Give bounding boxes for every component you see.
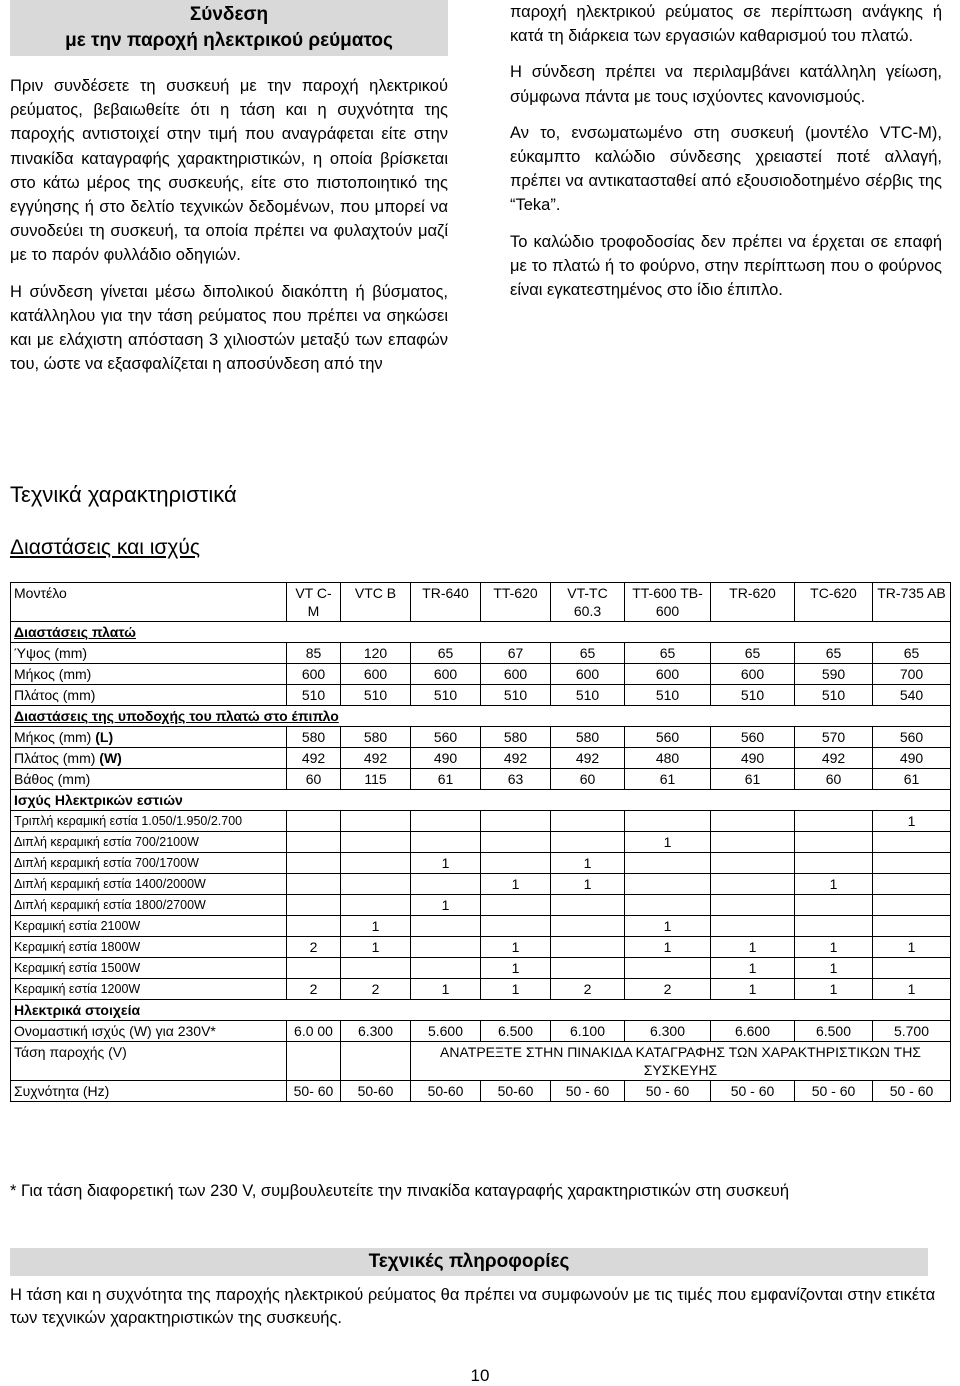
row-label-text: Διπλή κεραμική εστία 700/2100W (14, 835, 199, 849)
header-model-cell: TT-620 (481, 583, 551, 622)
row-label (11, 643, 287, 664)
table-section-row (11, 622, 951, 643)
row-label-text: Τριπλή κεραμική εστία 1.050/1.950/2.700 (14, 814, 243, 828)
row-label: Τάση παροχής (V) (11, 1042, 287, 1081)
row-label (11, 727, 287, 748)
row-label (11, 895, 287, 916)
table-cell (711, 811, 795, 832)
table-cell (551, 937, 625, 958)
table-cell: 60 (795, 769, 873, 790)
table-row (11, 811, 951, 832)
row-label-text: Μήκος (mm) (14, 666, 92, 682)
table-cell (795, 853, 873, 874)
table-cell: 490 (873, 748, 951, 769)
table-cell: 480 (625, 748, 711, 769)
table-cell (481, 895, 551, 916)
table-cell: 1 (551, 853, 625, 874)
section-title: Διαστάσεις πλατώ (11, 622, 951, 643)
table-cell: 580 (481, 727, 551, 748)
connection-paragraph: Αν το, ενσωματωμένο στη συσκευή (μοντέλο VTC-M), εύκαμπτο καλώδιο σύνδεσης χρειαστεί ποτέ αλλαγή, πρέπει να αντικατασταθεί από εξουσιοδοτημένο σέρβις της “Teka”. (510, 123, 942, 215)
table-cell (873, 832, 951, 853)
header-model-cell: VTC B (341, 583, 411, 622)
table-cell: 1 (795, 937, 873, 958)
row-label-text: Κεραμική εστία 1200W (14, 982, 141, 996)
footnote: * Για τάση διαφορετική των 230 V, συμβουλευτείτε την πινακίδα καταγραφής χαρακτηριστικών στη συσκευή (10, 1182, 790, 1200)
table-cell: 1 (873, 937, 951, 958)
table-row (11, 685, 951, 706)
section-title: Ισχύς Ηλεκτρικών εστιών (11, 790, 951, 811)
table-cell: 85 (287, 643, 341, 664)
table-cell: 1 (481, 874, 551, 895)
table-cell: 570 (795, 727, 873, 748)
table-cell: 492 (287, 748, 341, 769)
section-title: Ηλεκτρικά στοιχεία (11, 1000, 951, 1021)
table-cell (711, 853, 795, 874)
spec-table (10, 582, 951, 1102)
table-cell: 1 (711, 937, 795, 958)
table-cell: 510 (551, 685, 625, 706)
row-label-text: Διπλή κεραμική εστία 700/1700W (14, 856, 199, 870)
row-label-text: Ονομαστική ισχύς (W) για 230V* (14, 1023, 216, 1039)
connection-paragraph: Η σύνδεση γίνεται μέσω διπολικού διακόπτη ή βύσματος, κατάλληλου για την τάση ρεύματος που πρέπει να σηκώσει και με ελάχιστη απόσταση 3 χιλιοστών μεταξύ των επαφών του, ώστε να εξασφαλίζεται η αποσύνδεση από την (10, 282, 448, 374)
row-label-text: Διπλή κεραμική εστία 1400/2000W (14, 877, 206, 891)
table-cell: 490 (411, 748, 481, 769)
table-cell: 1 (481, 979, 551, 1000)
table-cell: 2 (287, 979, 341, 1000)
table-cell: 65 (551, 643, 625, 664)
table-cell: 1 (795, 958, 873, 979)
row-label-text: Διπλή κεραμική εστία 1800/2700W (14, 898, 206, 912)
table-cell: 1 (625, 832, 711, 853)
table-cell: 50-60 (341, 1081, 411, 1102)
table-cell: 50 - 60 (551, 1081, 625, 1102)
connection-title-line1: Σύνδεση (189, 4, 269, 25)
row-label-text: Μήκος (mm) (14, 729, 92, 745)
row-label (11, 664, 287, 685)
table-row (11, 853, 951, 874)
table-cell (873, 853, 951, 874)
table-cell: 2 (625, 979, 711, 1000)
table-cell: 1 (625, 937, 711, 958)
table-cell: 6.500 (795, 1021, 873, 1042)
connection-paragraph: Το καλώδιο τροφοδοσίας δεν πρέπει να έρχεται σε επαφή με το πλατώ ή το φούρνο, στην περίπτωση που ο φούρνος είναι εγκατεστημένος στο ίδιο έπιπλο. (510, 232, 942, 300)
table-cell (795, 811, 873, 832)
table-cell (873, 916, 951, 937)
table-cell (287, 832, 341, 853)
table-cell (873, 958, 951, 979)
table-cell: 65 (711, 643, 795, 664)
table-cell (873, 895, 951, 916)
table-cell (711, 895, 795, 916)
table-cell: 600 (625, 664, 711, 685)
row-label (11, 853, 287, 874)
table-cell (481, 832, 551, 853)
connection-paragraph: παροχή ηλεκτρικού ρεύματος σε περίπτωση ανάγκης ή κατά τη διάρκεια των εργασιών καθαρισμού του πλατώ. (510, 3, 942, 46)
table-cell: 580 (341, 727, 411, 748)
table-cell (411, 811, 481, 832)
header-model-cell: VT-TC 60.3 (551, 583, 625, 622)
table-row (11, 895, 951, 916)
table-cell: 1 (551, 874, 625, 895)
table-cell: 1 (411, 895, 481, 916)
table-cell: 50 - 60 (625, 1081, 711, 1102)
table-cell: 50-60 (411, 1081, 481, 1102)
table-cell (411, 916, 481, 937)
table-row (11, 916, 951, 937)
table-cell: 61 (411, 769, 481, 790)
table-section-row (11, 706, 951, 727)
table-cell: 50 - 60 (873, 1081, 951, 1102)
table-cell (551, 958, 625, 979)
table-cell (287, 874, 341, 895)
table-cell (341, 853, 411, 874)
table-cell: 600 (711, 664, 795, 685)
dimensions-subtitle: Διαστάσεις και ισχύς (10, 536, 201, 559)
table-cell: 1 (341, 937, 411, 958)
row-label-text: Βάθος (mm) (14, 771, 91, 787)
header-model-cell: TR-735 AB (873, 583, 951, 622)
table-cell: 492 (551, 748, 625, 769)
header-model-label: Μοντέλο (11, 583, 287, 622)
row-label-text: Κεραμική εστία 1500W (14, 961, 141, 975)
table-cell: 5.600 (411, 1021, 481, 1042)
table-cell: 65 (873, 643, 951, 664)
table-cell (625, 958, 711, 979)
table-cell: 560 (625, 727, 711, 748)
info-heading: Τεχνικές πληροφορίες (10, 1248, 928, 1276)
table-cell: 492 (341, 748, 411, 769)
table-cell (551, 916, 625, 937)
table-cell: 1 (411, 979, 481, 1000)
table-cell (287, 958, 341, 979)
table-cell (411, 874, 481, 895)
table-cell: 600 (411, 664, 481, 685)
table-cell (795, 895, 873, 916)
table-cell: 510 (711, 685, 795, 706)
table-cell: 1 (481, 937, 551, 958)
table-section-row (11, 790, 951, 811)
table-cell (287, 916, 341, 937)
table-cell: 6.600 (711, 1021, 795, 1042)
header-model-cell: VT C- M (287, 583, 341, 622)
table-cell: 1 (795, 874, 873, 895)
table-cell (481, 853, 551, 874)
table-cell: 1 (873, 979, 951, 1000)
row-label-text: Πλάτος (mm) (14, 750, 96, 766)
table-row (11, 748, 951, 769)
table-cell (551, 832, 625, 853)
table-row (11, 832, 951, 853)
table-cell: 510 (341, 685, 411, 706)
frequency-row (11, 1081, 951, 1102)
table-cell (411, 958, 481, 979)
row-label (11, 916, 287, 937)
table-cell (287, 853, 341, 874)
connection-heading (10, 0, 448, 56)
table-cell (551, 811, 625, 832)
row-label-text: Πλάτος (mm) (14, 687, 96, 703)
table-row (11, 874, 951, 895)
table-cell (481, 916, 551, 937)
table-cell (551, 895, 625, 916)
table-cell: 60 (287, 769, 341, 790)
table-row (11, 769, 951, 790)
table-row (11, 979, 951, 1000)
connection-right-column (510, 0, 942, 314)
table-cell: 600 (551, 664, 625, 685)
table-cell: 510 (625, 685, 711, 706)
connection-paragraph: Πριν συνδέσετε τη συσκευή με την παροχή ηλεκτρικού ρεύματος, βεβαιωθείτε ότι η τάση και η συχνότητα της παροχής αντιστοιχεί στην τιμή που αναγράφεται είτε στην πινακίδα καταγραφής χαρακτηριστικών, η οποία βρίσκεται στο κάτω μέρος της συσκευής, είτε στο πιστοποιητικό της εγγύησης ή στο δελτίο τεχνικών δεδομένων, που μπορεί να συνοδεύει τη συσκευή, τα οποία πρέπει να φυλαχτούν μαζί με το παρόν φυλλάδιο οδηγιών. (10, 77, 448, 265)
table-cell: 120 (341, 643, 411, 664)
table-cell: 1 (341, 916, 411, 937)
table-cell (625, 895, 711, 916)
table-cell: 490 (711, 748, 795, 769)
table-cell (625, 853, 711, 874)
table-cell: 510 (481, 685, 551, 706)
table-cell (795, 916, 873, 937)
row-label (11, 874, 287, 895)
table-cell: 1 (711, 979, 795, 1000)
page-number: 10 (470, 1366, 490, 1385)
table-cell (287, 895, 341, 916)
table-cell: 600 (341, 664, 411, 685)
table-row (11, 937, 951, 958)
table-cell: 65 (411, 643, 481, 664)
table-cell: 560 (711, 727, 795, 748)
info-text: Η τάση και η συχνότητα της παροχής ηλεκτρικού ρεύματος θα πρέπει να συμφωνούν με τις τιμές που εμφανίζονται στην ετικέτα των τεχνικών χαρακτηριστικών της συσκευής. (10, 1286, 936, 1327)
table-cell: 560 (873, 727, 951, 748)
table-cell: 61 (625, 769, 711, 790)
section-title: Διαστάσεις της υποδοχής του πλατώ στο έπιπλο (11, 706, 951, 727)
row-label (11, 979, 287, 1000)
table-cell: 60 (551, 769, 625, 790)
table-row (11, 958, 951, 979)
table-cell: 600 (287, 664, 341, 685)
table-section-row (11, 1000, 951, 1021)
table-cell: 6.300 (341, 1021, 411, 1042)
header-model-cell: TR-640 (411, 583, 481, 622)
table-cell: 2 (341, 979, 411, 1000)
table-cell: 510 (795, 685, 873, 706)
row-label-symbol: (W) (99, 750, 122, 766)
table-row (11, 664, 951, 685)
table-cell: 67 (481, 643, 551, 664)
table-cell: 1 (795, 979, 873, 1000)
table-cell (341, 874, 411, 895)
table-row (11, 1021, 951, 1042)
row-label (11, 685, 287, 706)
table-cell (625, 874, 711, 895)
table-cell (711, 916, 795, 937)
table-cell: 590 (795, 664, 873, 685)
table-cell: 50- 60 (287, 1081, 341, 1102)
table-cell (711, 832, 795, 853)
table-cell: 61 (873, 769, 951, 790)
table-cell: 6.500 (481, 1021, 551, 1042)
table-cell (625, 811, 711, 832)
table-cell (341, 832, 411, 853)
row-label (11, 832, 287, 853)
table-cell: 63 (481, 769, 551, 790)
row-label (11, 811, 287, 832)
table-cell (341, 958, 411, 979)
table-row (11, 643, 951, 664)
row-label: Συχνότητα (Hz) (11, 1081, 287, 1102)
table-cell (711, 874, 795, 895)
row-label (11, 1021, 287, 1042)
row-label-symbol: (L) (95, 729, 114, 745)
connection-paragraph: Η σύνδεση πρέπει να περιλαμβάνει κατάλληλη γείωση, σύμφωνα πάντα με τους ισχύοντες κανονισμούς. (510, 63, 942, 106)
table-cell: 50 - 60 (711, 1081, 795, 1102)
row-label (11, 769, 287, 790)
row-label-text: Ύψος (mm) (14, 645, 88, 661)
table-cell (411, 832, 481, 853)
table-cell (873, 874, 951, 895)
table-cell: 6.100 (551, 1021, 625, 1042)
table-row (11, 727, 951, 748)
table-cell: 700 (873, 664, 951, 685)
table-cell: 6.0 00 (287, 1021, 341, 1042)
table-cell: 6.300 (625, 1021, 711, 1042)
table-cell: 580 (551, 727, 625, 748)
table-cell: 50 - 60 (795, 1081, 873, 1102)
table-cell: 492 (795, 748, 873, 769)
table-cell: 560 (411, 727, 481, 748)
table-cell: 65 (795, 643, 873, 664)
table-header-row (11, 583, 951, 622)
table-cell: 115 (341, 769, 411, 790)
header-model-cell: TC-620 (795, 583, 873, 622)
table-cell (795, 832, 873, 853)
voltage-row (11, 1042, 951, 1081)
connection-left-column (10, 0, 448, 388)
table-cell: 510 (411, 685, 481, 706)
table-cell: 5.700 (873, 1021, 951, 1042)
table-cell: 600 (481, 664, 551, 685)
table-cell (411, 937, 481, 958)
table-cell: 580 (287, 727, 341, 748)
table-cell: 510 (287, 685, 341, 706)
table-cell (341, 1042, 411, 1081)
tech-title: Τεχνικά χαρακτηριστικά (10, 482, 237, 507)
table-cell (287, 811, 341, 832)
table-cell: 65 (625, 643, 711, 664)
header-model-cell: TT-600 TB-600 (625, 583, 711, 622)
row-label (11, 958, 287, 979)
voltage-value: ΑΝΑΤΡΕΞΤΕ ΣΤΗΝ ΠΙΝΑΚΙΔΑ ΚΑΤΑΓΡΑΦΗΣ ΤΩΝ ΧΑΡΑΚΤΗΡΙΣΤΙΚΩΝ ΤΗΣ ΣΥΣΚΕΥΗΣ (411, 1042, 951, 1081)
row-label-text: Κεραμική εστία 2100W (14, 919, 141, 933)
table-cell (287, 1042, 341, 1081)
table-cell (341, 895, 411, 916)
header-model-cell: TR-620 (711, 583, 795, 622)
table-cell: 1 (711, 958, 795, 979)
row-label-text: Κεραμική εστία 1800W (14, 940, 141, 954)
table-cell: 1 (411, 853, 481, 874)
row-label (11, 937, 287, 958)
table-cell (481, 811, 551, 832)
table-cell: 2 (287, 937, 341, 958)
row-label (11, 748, 287, 769)
table-cell: 61 (711, 769, 795, 790)
table-cell: 1 (481, 958, 551, 979)
table-cell: 492 (481, 748, 551, 769)
table-cell: 540 (873, 685, 951, 706)
table-cell (341, 811, 411, 832)
table-cell: 2 (551, 979, 625, 1000)
table-cell: 1 (873, 811, 951, 832)
connection-title-line2: με την παροχή ηλεκτρικού ρεύματος (65, 30, 393, 51)
table-cell: 50-60 (481, 1081, 551, 1102)
table-cell: 1 (625, 916, 711, 937)
